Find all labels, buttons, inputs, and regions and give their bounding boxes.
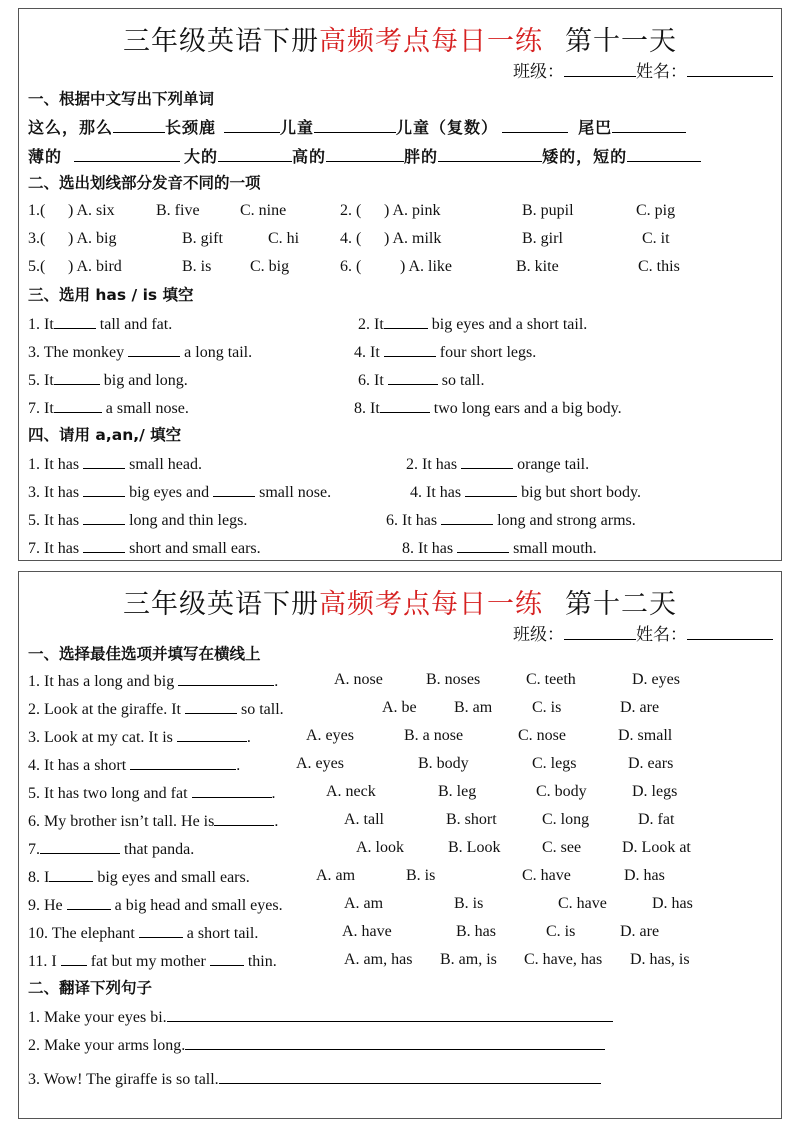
option-b: B. am	[454, 699, 493, 716]
option-c: C. legs	[532, 755, 577, 772]
option-a: A. look	[356, 839, 404, 856]
name-blank[interactable]	[687, 60, 773, 77]
day11-s1-row2	[28, 144, 701, 168]
answer-blank[interactable]	[461, 451, 513, 469]
answer-blank[interactable]	[83, 507, 125, 525]
question-text: 2. Look at the giraffe. It	[28, 701, 181, 718]
bracket-open: 2. (	[340, 202, 362, 219]
translation-line[interactable]	[167, 1004, 613, 1022]
option-b: B. five	[156, 202, 200, 219]
sentence-start: 8. It	[354, 400, 380, 417]
answer-blank[interactable]	[83, 535, 125, 553]
answer-blank[interactable]	[224, 115, 280, 133]
day11-s2-row3	[28, 255, 768, 279]
sentence-start: 7. It	[28, 400, 54, 417]
option-d: D. small	[618, 727, 673, 744]
option-c: C. pig	[636, 202, 676, 219]
option-d: D. are	[620, 699, 660, 716]
day11-title-grade: 三年级英语下册	[123, 26, 319, 56]
option-c: C. see	[542, 839, 582, 856]
day11-title-red: 高频考点每日一练	[319, 26, 543, 56]
name-label: 姓名：	[636, 62, 687, 81]
option-c: C. body	[536, 783, 587, 800]
answer-blank[interactable]	[54, 311, 96, 329]
answer-blank[interactable]	[380, 395, 430, 413]
answer-blank[interactable]	[49, 864, 93, 882]
day12-s2-heading: 二、翻译下列句子	[28, 979, 153, 997]
sentence-end: a long tail.	[184, 344, 253, 361]
sentence-start: 1. It	[28, 316, 54, 333]
option-c: C. it	[642, 230, 670, 247]
option-a: ) A. bird	[68, 258, 122, 275]
day11-s2-heading: 二、选出划线部分发音不同的一项	[28, 174, 261, 192]
day12-class-name-line	[513, 620, 773, 644]
question-mid: fat but my mother	[90, 953, 206, 970]
day12-q5	[28, 780, 768, 804]
day12-title-grade: 三年级英语下册	[123, 589, 319, 619]
bracket-open: 1.(	[28, 202, 46, 219]
option-a: A. am, has	[344, 951, 413, 968]
word-cue: 矮的，短的	[542, 147, 628, 166]
word-cue: 胖的	[404, 147, 439, 166]
option-a: A. be	[382, 699, 417, 716]
word-cue: 高的	[292, 147, 327, 166]
option-b: B. short	[446, 811, 497, 828]
sentence-start: 5. It	[28, 372, 54, 389]
sentence-end: big but short body.	[521, 484, 641, 501]
option-d: D. has	[652, 895, 693, 912]
class-label: 班级：	[513, 625, 564, 644]
bracket-open: 3.(	[28, 230, 46, 247]
name-label: 姓名：	[636, 625, 687, 644]
answer-blank[interactable]	[388, 367, 438, 385]
option-d: D. legs	[632, 783, 678, 800]
day12-q10	[28, 920, 768, 944]
sentence-mid: big eyes and	[129, 484, 210, 501]
question-end: .	[274, 673, 279, 690]
day12-translate-3	[28, 1066, 601, 1090]
option-c: C. have	[522, 867, 571, 884]
sentence-text: 2. Make your arms long.	[28, 1037, 186, 1054]
day11-s2-row1	[28, 199, 768, 223]
sentence-end: long and thin legs.	[129, 512, 248, 529]
sentence-end: four short legs.	[439, 344, 537, 361]
day11-s4-heading: 四、请用 a,an,/ 填空	[28, 426, 182, 444]
option-b: B. girl	[522, 230, 563, 247]
sentence-text: 1. Make your eyes bi.	[28, 1009, 167, 1026]
option-a: ) A. pink	[384, 202, 441, 219]
answer-blank[interactable]	[177, 724, 247, 742]
option-c: C. hi	[268, 230, 300, 247]
option-d: D. are	[620, 923, 660, 940]
option-a: A. neck	[326, 783, 376, 800]
sentence-end: a small nose.	[105, 400, 189, 417]
day12-q11	[28, 948, 768, 972]
option-b: B. noses	[426, 671, 481, 688]
answer-blank[interactable]	[384, 311, 428, 329]
class-label: 班级：	[513, 62, 564, 81]
answer-blank[interactable]	[326, 144, 404, 162]
day12-q7	[28, 836, 768, 860]
day11-title-day: 第十一天	[565, 26, 677, 56]
question-end: .	[246, 729, 251, 746]
answer-blank[interactable]	[67, 892, 111, 910]
sentence-end: small nose.	[259, 484, 332, 501]
sentence-end: big eyes and a short tail.	[431, 316, 588, 333]
day12-q9	[28, 892, 768, 916]
option-c: C. nine	[240, 202, 287, 219]
day11-worksheet	[18, 8, 782, 561]
option-c: C. this	[638, 258, 680, 275]
option-b: B. gift	[182, 230, 223, 247]
answer-blank[interactable]	[54, 367, 100, 385]
option-b: B. Look	[448, 839, 501, 856]
name-blank[interactable]	[687, 623, 773, 640]
option-a: ) A. big	[68, 230, 117, 247]
question-end: a big head and small eyes.	[114, 897, 283, 914]
sentence-start: 6. It	[358, 372, 384, 389]
day12-q4	[28, 752, 768, 776]
day11-s1-heading: 一、根据中文写出下列单词	[28, 90, 215, 108]
sentence-end: two long ears and a big body.	[433, 400, 622, 417]
answer-blank[interactable]	[218, 144, 292, 162]
option-c: C. have	[558, 895, 607, 912]
option-a: A. eyes	[306, 727, 354, 744]
option-c: C. is	[532, 699, 562, 716]
sentence-end: tall and fat.	[99, 316, 173, 333]
day12-q6	[28, 808, 768, 832]
question-end: .	[236, 757, 241, 774]
answer-blank[interactable]	[83, 479, 125, 497]
word-cue: 这么，那么	[28, 118, 114, 137]
question-end: .	[274, 813, 279, 830]
sentence-end: small head.	[129, 456, 202, 473]
option-a: A. nose	[334, 671, 383, 688]
option-a: ) A. milk	[384, 230, 442, 247]
word-cue: 尾巴	[578, 118, 613, 137]
option-d: D. fat	[638, 811, 675, 828]
day11-s2-row2	[28, 227, 768, 251]
day12-q8	[28, 864, 768, 888]
option-a: A. am	[344, 895, 384, 912]
question-text: 9. He	[28, 897, 63, 914]
sentence-end: big and long.	[103, 372, 188, 389]
day12-title-red: 高频考点每日一练	[319, 589, 543, 619]
answer-blank[interactable]	[192, 780, 272, 798]
option-c: C. have, has	[524, 951, 603, 968]
question-text: 4. It has a short	[28, 757, 127, 774]
question-end: a short tail.	[186, 925, 259, 942]
answer-blank[interactable]	[314, 115, 396, 133]
sentence-start: 3. The monkey	[28, 344, 125, 361]
option-b: B. a nose	[404, 727, 464, 744]
translation-line[interactable]	[185, 1032, 605, 1050]
answer-blank[interactable]	[441, 507, 493, 525]
sentence-start: 5. It has	[28, 512, 80, 529]
option-c: C. big	[250, 258, 290, 275]
day11-s4-row2	[28, 479, 768, 503]
day11-s4-row1	[28, 451, 768, 475]
day12-worksheet	[18, 571, 782, 1119]
day12-q1	[28, 668, 768, 692]
day12-title-day: 第十二天	[565, 589, 677, 619]
answer-blank[interactable]	[74, 144, 180, 162]
bracket-open: 6. (	[340, 258, 362, 275]
day12-translate-2	[28, 1032, 605, 1056]
option-c: C. teeth	[526, 671, 576, 688]
sentence-text: 3. Wow! The giraffe is so tall.	[28, 1071, 219, 1088]
day11-s3-row1	[28, 311, 768, 335]
word-cue: 长颈鹿	[165, 118, 217, 137]
bracket-open: 5.(	[28, 258, 46, 275]
answer-blank[interactable]	[130, 752, 236, 770]
bracket-open: 4. (	[340, 230, 362, 247]
answer-blank[interactable]	[502, 115, 568, 133]
class-blank[interactable]	[564, 623, 636, 640]
sentence-start: 7. It has	[28, 540, 80, 557]
question-text: 11. I	[28, 953, 57, 970]
question-end: big eyes and small ears.	[97, 869, 250, 886]
sentence-start: 1. It has	[28, 456, 80, 473]
sentence-start: 2. It	[358, 316, 384, 333]
sentence-start: 4. It has	[410, 484, 462, 501]
option-a: ) A. like	[400, 258, 452, 275]
answer-blank[interactable]	[83, 451, 125, 469]
word-cue: 儿童	[280, 118, 315, 137]
day12-translate-1	[28, 1004, 613, 1028]
day11-s3-row4	[28, 395, 768, 419]
sentence-start: 4. It	[354, 344, 380, 361]
sentence-start: 6. It has	[386, 512, 438, 529]
question-end: thin.	[247, 953, 277, 970]
day11-s3-row3	[28, 367, 768, 391]
question-end: so tall.	[240, 701, 284, 718]
question-text: 10. The elephant	[28, 925, 135, 942]
answer-blank[interactable]	[54, 395, 102, 413]
option-c: C. long	[542, 811, 590, 828]
answer-blank[interactable]	[214, 808, 274, 826]
answer-blank[interactable]	[128, 339, 180, 357]
sentence-end: so tall.	[441, 372, 485, 389]
question-end: that panda.	[124, 841, 195, 858]
day11-s1-row1	[28, 115, 686, 139]
option-b: B. pupil	[522, 202, 574, 219]
option-b: B. has	[456, 923, 496, 940]
sentence-start: 3. It has	[28, 484, 80, 501]
answer-blank[interactable]	[61, 948, 87, 966]
answer-blank[interactable]	[438, 144, 542, 162]
sentence-end: short and small ears.	[129, 540, 261, 557]
sentence-start: 8. It has	[402, 540, 454, 557]
option-b: B. kite	[516, 258, 559, 275]
day12-q3	[28, 724, 768, 748]
day11-class-name-line	[513, 57, 773, 81]
question-text: 5. It has two long and fat	[28, 785, 188, 802]
sentence-start: 2. It has	[406, 456, 458, 473]
answer-blank[interactable]	[178, 668, 274, 686]
option-b: B. is	[454, 895, 484, 912]
class-blank[interactable]	[564, 60, 636, 77]
option-c: C. is	[546, 923, 576, 940]
question-text: 3. Look at my cat. It is	[28, 729, 173, 746]
question-text: 8. I	[28, 869, 50, 886]
answer-blank[interactable]	[457, 535, 509, 553]
sentence-end: orange tail.	[517, 456, 590, 473]
question-text: 7.	[28, 841, 40, 858]
answer-blank[interactable]	[384, 339, 436, 357]
day12-title	[19, 582, 781, 618]
option-a: ) A. six	[68, 202, 115, 219]
option-d: D. ears	[628, 755, 674, 772]
day12-q2	[28, 696, 768, 720]
question-end: .	[271, 785, 276, 802]
answer-blank[interactable]	[612, 115, 686, 133]
option-b: B. is	[406, 867, 436, 884]
day11-s4-row4	[28, 535, 768, 559]
sentence-end: long and strong arms.	[497, 512, 636, 529]
option-d: D. has	[624, 867, 665, 884]
option-a: A. have	[342, 923, 392, 940]
day11-title	[19, 19, 781, 55]
day12-s1-heading: 一、选择最佳选项并填写在横线上	[28, 645, 261, 663]
answer-blank[interactable]	[139, 920, 183, 938]
option-d: D. eyes	[632, 671, 680, 688]
option-c: C. nose	[518, 727, 566, 744]
word-cue: 薄的	[28, 147, 63, 166]
answer-blank[interactable]	[213, 479, 255, 497]
question-text: 1. It has a long and big	[28, 673, 175, 690]
option-d: D. has, is	[630, 951, 690, 968]
day11-s4-row3	[28, 507, 768, 531]
option-b: B. body	[418, 755, 469, 772]
answer-blank[interactable]	[627, 144, 701, 162]
option-b: B. leg	[438, 783, 477, 800]
word-cue: 儿童（复数）	[396, 118, 499, 137]
option-a: A. eyes	[296, 755, 344, 772]
answer-blank[interactable]	[465, 479, 517, 497]
answer-blank[interactable]	[210, 948, 244, 966]
day11-s3-heading: 三、选用 has / is 填空	[28, 286, 194, 304]
option-b: B. is	[182, 258, 212, 275]
option-a: A. tall	[344, 811, 384, 828]
option-a: A. am	[316, 867, 356, 884]
option-d: D. Look at	[622, 839, 691, 856]
question-text: 6. My brother isn’t tall. He is	[28, 813, 215, 830]
answer-blank[interactable]	[113, 115, 165, 133]
word-cue: 大的	[184, 147, 219, 166]
answer-blank[interactable]	[40, 836, 120, 854]
translation-line[interactable]	[219, 1066, 601, 1084]
answer-blank[interactable]	[185, 696, 237, 714]
sentence-end: small mouth.	[513, 540, 597, 557]
day11-s3-row2	[28, 339, 768, 363]
option-b: B. am, is	[440, 951, 497, 968]
